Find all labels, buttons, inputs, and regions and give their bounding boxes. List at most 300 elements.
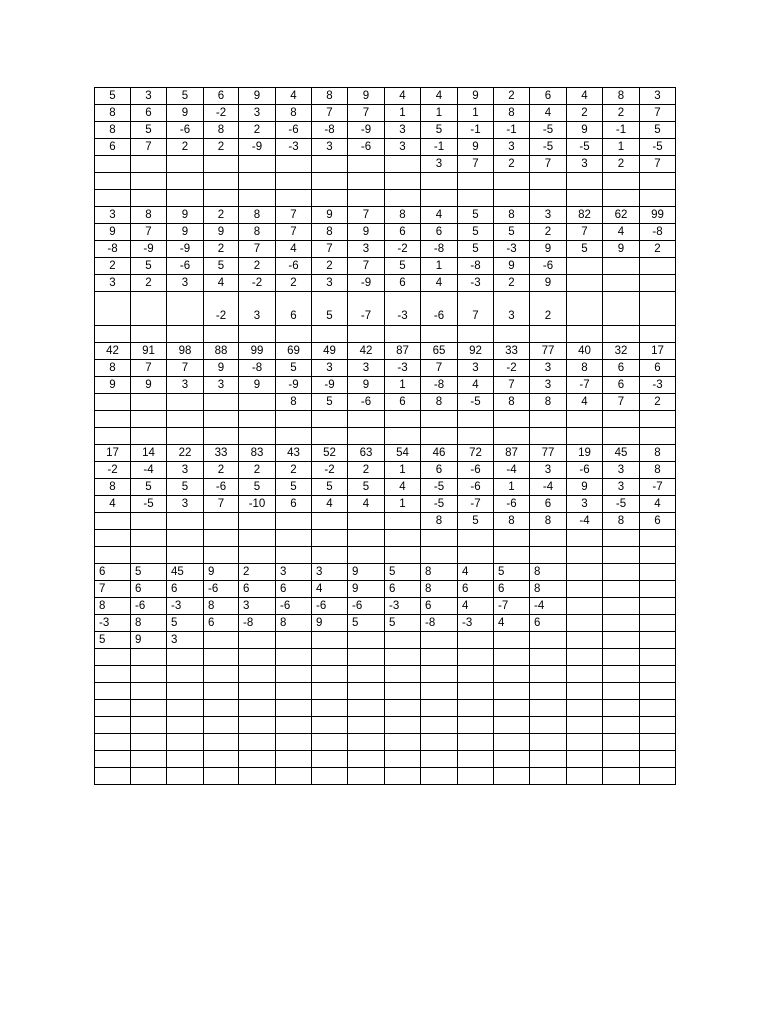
table-cell: 3 [167, 275, 204, 292]
table-cell [385, 734, 421, 751]
table-cell [603, 717, 640, 734]
table-cell [494, 649, 530, 666]
table-cell: -2 [239, 275, 276, 292]
table-cell: 99 [640, 207, 676, 224]
table-cell: 7 [312, 105, 348, 122]
table-cell [95, 156, 131, 173]
table-cell [167, 326, 204, 343]
table-cell: 2 [239, 122, 276, 139]
table-cell: 17 [95, 445, 131, 462]
table-cell [239, 190, 276, 207]
table-row [95, 445, 676, 462]
table-cell [603, 581, 640, 598]
table-cell [276, 411, 312, 428]
table-cell [204, 768, 239, 785]
table-cell: 6 [494, 581, 530, 598]
table-cell: 9 [494, 258, 530, 275]
table-cell: 8 [95, 105, 131, 122]
table-cell [348, 751, 385, 768]
table-cell: -1 [458, 122, 494, 139]
table-cell: 43 [276, 445, 312, 462]
table-cell: -5 [530, 122, 567, 139]
table-cell: 99 [239, 343, 276, 360]
table-row [95, 666, 676, 683]
table-cell: 42 [348, 343, 385, 360]
table-cell: 6 [131, 581, 167, 598]
table-cell [95, 751, 131, 768]
table-cell: 62 [603, 207, 640, 224]
table-cell [603, 751, 640, 768]
table-row [95, 462, 676, 479]
table-cell: 4 [458, 598, 494, 615]
table-row [95, 734, 676, 751]
table-cell: 87 [385, 343, 421, 360]
table-cell: 45 [603, 445, 640, 462]
table-cell: 52 [312, 445, 348, 462]
table-cell: 9 [131, 377, 167, 394]
table-cell: 8 [421, 581, 458, 598]
table-cell: 9 [348, 564, 385, 581]
table-cell: 8 [530, 394, 567, 411]
table-cell: 9 [458, 88, 494, 105]
table-cell [567, 768, 603, 785]
table-cell: -6 [276, 598, 312, 615]
table-cell: 5 [131, 122, 167, 139]
table-cell [131, 683, 167, 700]
table-cell [567, 632, 603, 649]
table-cell [276, 547, 312, 564]
table-cell [167, 156, 204, 173]
table-cell: 6 [640, 513, 676, 530]
table-cell: 22 [167, 445, 204, 462]
table-cell [421, 683, 458, 700]
table-cell [603, 173, 640, 190]
table-cell [131, 530, 167, 547]
table-cell [494, 734, 530, 751]
table-cell: 6 [95, 564, 131, 581]
table-cell [312, 734, 348, 751]
table-cell: -8 [95, 241, 131, 258]
table-cell [95, 649, 131, 666]
table-cell [458, 326, 494, 343]
table-cell: 8 [239, 224, 276, 241]
table-row [95, 547, 676, 564]
table-cell [167, 530, 204, 547]
table-cell: 7 [348, 207, 385, 224]
table-cell [239, 173, 276, 190]
table-cell [167, 768, 204, 785]
table-cell: -2 [385, 241, 421, 258]
table-cell: -6 [458, 479, 494, 496]
table-cell: -7 [567, 377, 603, 394]
table-cell: 8 [239, 207, 276, 224]
table-cell [494, 717, 530, 734]
table-cell: 4 [276, 88, 312, 105]
table-cell [312, 530, 348, 547]
table-cell [640, 700, 676, 717]
table-cell: 5 [385, 615, 421, 632]
table-row [95, 717, 676, 734]
table-cell: 8 [640, 445, 676, 462]
table-cell: 1 [421, 105, 458, 122]
table-cell [312, 411, 348, 428]
table-cell [458, 411, 494, 428]
table-cell [603, 768, 640, 785]
table-row [95, 513, 676, 530]
table-cell: 8 [494, 513, 530, 530]
table-cell [603, 326, 640, 343]
table-cell: 3 [204, 377, 239, 394]
table-cell: -8 [239, 615, 276, 632]
table-cell: 46 [421, 445, 458, 462]
table-cell: -5 [421, 479, 458, 496]
table-cell [348, 683, 385, 700]
table-cell: 2 [276, 275, 312, 292]
table-cell [167, 292, 204, 326]
table-cell: 9 [458, 139, 494, 156]
table-cell: 6 [458, 581, 494, 598]
table-cell [348, 666, 385, 683]
table-cell: 9 [603, 241, 640, 258]
table-cell: -8 [421, 377, 458, 394]
table-cell: 9 [95, 224, 131, 241]
table-cell [458, 190, 494, 207]
table-cell: 8 [95, 479, 131, 496]
table-cell [421, 717, 458, 734]
table-cell [421, 190, 458, 207]
table-cell: 5 [421, 122, 458, 139]
table-cell [204, 190, 239, 207]
table-cell: 4 [421, 88, 458, 105]
table-cell: 5 [458, 513, 494, 530]
table-cell: 9 [567, 479, 603, 496]
table-cell: 40 [567, 343, 603, 360]
table-cell [167, 190, 204, 207]
table-cell [530, 428, 567, 445]
table-cell [567, 666, 603, 683]
table-cell [494, 530, 530, 547]
table-cell [494, 411, 530, 428]
table-cell [95, 717, 131, 734]
table-cell [167, 411, 204, 428]
table-cell: -5 [567, 139, 603, 156]
table-cell [567, 326, 603, 343]
table-cell: 3 [167, 462, 204, 479]
table-cell: -3 [494, 241, 530, 258]
table-cell: 4 [312, 496, 348, 513]
table-cell [348, 173, 385, 190]
table-cell: 82 [567, 207, 603, 224]
table-row [95, 394, 676, 411]
table-cell: 6 [385, 224, 421, 241]
table-cell [276, 751, 312, 768]
table-cell [239, 666, 276, 683]
table-cell: 3 [239, 105, 276, 122]
table-cell: -7 [458, 496, 494, 513]
table-cell: 2 [204, 139, 239, 156]
table-cell: 7 [276, 224, 312, 241]
table-cell: 4 [567, 88, 603, 105]
table-cell: 2 [494, 88, 530, 105]
table-cell [131, 428, 167, 445]
table-cell: 8 [312, 224, 348, 241]
table-cell: -8 [312, 122, 348, 139]
table-cell: 2 [640, 394, 676, 411]
table-cell: -6 [312, 598, 348, 615]
table-cell [530, 717, 567, 734]
table-cell: 65 [421, 343, 458, 360]
table-cell [421, 751, 458, 768]
table-cell: 5 [312, 479, 348, 496]
table-cell: -3 [458, 615, 494, 632]
table-cell [131, 547, 167, 564]
table-cell: 3 [95, 207, 131, 224]
table-cell: 6 [239, 581, 276, 598]
table-cell [530, 683, 567, 700]
table-cell: 6 [276, 581, 312, 598]
table-cell [204, 530, 239, 547]
table-cell [603, 700, 640, 717]
table-row [95, 683, 676, 700]
table-cell: 3 [530, 377, 567, 394]
table-cell [385, 700, 421, 717]
table-cell [239, 751, 276, 768]
table-cell: 9 [530, 275, 567, 292]
table-cell [640, 734, 676, 751]
table-cell [494, 547, 530, 564]
table-cell [239, 734, 276, 751]
table-cell: 8 [95, 598, 131, 615]
table-cell: 5 [458, 207, 494, 224]
table-cell: -3 [95, 615, 131, 632]
table-cell: -6 [167, 122, 204, 139]
table-cell: 8 [567, 360, 603, 377]
table-cell: 3 [167, 632, 204, 649]
table-cell [131, 513, 167, 530]
table-row [95, 190, 676, 207]
table-cell: 2 [312, 258, 348, 275]
table-cell [95, 530, 131, 547]
table-cell [494, 326, 530, 343]
table-cell [530, 530, 567, 547]
table-cell: 1 [385, 105, 421, 122]
table-cell: -2 [494, 360, 530, 377]
worksheet-body [95, 88, 676, 785]
table-cell: 2 [603, 105, 640, 122]
table-cell [204, 394, 239, 411]
table-cell: 4 [494, 615, 530, 632]
table-cell: -1 [421, 139, 458, 156]
table-row [95, 632, 676, 649]
table-cell: 8 [603, 88, 640, 105]
table-cell [567, 547, 603, 564]
table-cell [348, 513, 385, 530]
table-cell [640, 768, 676, 785]
table-cell: -4 [530, 598, 567, 615]
table-cell [603, 683, 640, 700]
table-cell: 77 [530, 343, 567, 360]
table-cell [312, 683, 348, 700]
table-cell: -7 [348, 292, 385, 326]
table-row [95, 156, 676, 173]
table-cell [95, 292, 131, 326]
table-cell [348, 700, 385, 717]
table-cell: 4 [385, 479, 421, 496]
table-cell [640, 564, 676, 581]
table-cell [204, 683, 239, 700]
table-cell [276, 530, 312, 547]
table-cell: 5 [276, 360, 312, 377]
table-cell: 8 [421, 513, 458, 530]
table-cell [204, 428, 239, 445]
table-cell [567, 700, 603, 717]
table-cell: 3 [276, 564, 312, 581]
table-cell [567, 734, 603, 751]
table-cell [276, 700, 312, 717]
table-cell [276, 156, 312, 173]
table-cell [348, 547, 385, 564]
table-cell [204, 649, 239, 666]
table-cell: 9 [312, 615, 348, 632]
table-cell [348, 156, 385, 173]
table-cell [603, 411, 640, 428]
table-cell [530, 411, 567, 428]
table-cell: 5 [167, 615, 204, 632]
table-cell [167, 173, 204, 190]
table-cell: -5 [640, 139, 676, 156]
table-cell: 9 [95, 377, 131, 394]
table-cell [276, 173, 312, 190]
table-cell [131, 156, 167, 173]
table-cell [458, 666, 494, 683]
table-cell: 4 [530, 105, 567, 122]
table-cell: -6 [567, 462, 603, 479]
table-cell [204, 326, 239, 343]
table-cell [312, 326, 348, 343]
table-cell: 2 [603, 156, 640, 173]
table-cell: 3 [640, 88, 676, 105]
table-cell [603, 547, 640, 564]
table-cell [95, 666, 131, 683]
table-cell [494, 751, 530, 768]
table-cell [640, 666, 676, 683]
table-cell [567, 717, 603, 734]
table-cell: 3 [385, 139, 421, 156]
table-cell: 6 [421, 462, 458, 479]
table-cell: 5 [131, 564, 167, 581]
table-cell: -3 [276, 139, 312, 156]
table-cell: 6 [603, 377, 640, 394]
table-cell: 3 [567, 496, 603, 513]
table-cell [239, 717, 276, 734]
table-cell: 3 [494, 292, 530, 326]
table-cell: 2 [131, 275, 167, 292]
table-cell: 2 [239, 258, 276, 275]
table-cell: 1 [458, 105, 494, 122]
table-cell: 69 [276, 343, 312, 360]
table-cell: -2 [312, 462, 348, 479]
table-cell: 6 [276, 496, 312, 513]
table-cell [276, 666, 312, 683]
table-cell: -5 [131, 496, 167, 513]
table-cell: -4 [494, 462, 530, 479]
table-cell: 2 [204, 241, 239, 258]
table-cell: -3 [640, 377, 676, 394]
table-cell: 7 [640, 156, 676, 173]
table-cell: 3 [530, 207, 567, 224]
table-cell: -5 [421, 496, 458, 513]
table-cell [239, 768, 276, 785]
table-cell: 3 [530, 462, 567, 479]
table-cell [131, 768, 167, 785]
table-cell [494, 768, 530, 785]
table-cell [348, 326, 385, 343]
table-cell: 6 [204, 615, 239, 632]
table-cell [494, 700, 530, 717]
table-cell: 63 [348, 445, 385, 462]
table-cell: -7 [494, 598, 530, 615]
table-cell [204, 513, 239, 530]
table-row [95, 598, 676, 615]
table-cell: 5 [95, 632, 131, 649]
table-cell [239, 547, 276, 564]
table-row [95, 768, 676, 785]
table-cell: 8 [421, 564, 458, 581]
table-row [95, 581, 676, 598]
table-cell [131, 394, 167, 411]
table-cell [458, 751, 494, 768]
table-row [95, 564, 676, 581]
table-cell: -9 [312, 377, 348, 394]
table-cell [530, 649, 567, 666]
table-cell: -1 [603, 122, 640, 139]
table-cell [239, 156, 276, 173]
table-cell [421, 768, 458, 785]
table-cell [204, 734, 239, 751]
table-cell: 6 [421, 598, 458, 615]
table-cell: 8 [640, 462, 676, 479]
table-cell [385, 513, 421, 530]
table-cell [640, 530, 676, 547]
table-cell: 8 [131, 615, 167, 632]
table-cell: -4 [131, 462, 167, 479]
table-cell [312, 513, 348, 530]
table-cell: 2 [567, 105, 603, 122]
worksheet-table [94, 87, 676, 785]
table-cell [458, 649, 494, 666]
table-cell: -9 [348, 275, 385, 292]
table-cell [276, 717, 312, 734]
table-cell [421, 411, 458, 428]
table-cell: 5 [312, 394, 348, 411]
table-cell: 77 [530, 445, 567, 462]
table-cell [95, 683, 131, 700]
table-cell [421, 530, 458, 547]
table-cell [567, 411, 603, 428]
table-cell: 6 [530, 496, 567, 513]
table-cell [312, 768, 348, 785]
table-cell [640, 683, 676, 700]
table-cell: -4 [530, 479, 567, 496]
table-cell [494, 428, 530, 445]
table-cell: -7 [640, 479, 676, 496]
table-cell: 8 [530, 581, 567, 598]
table-cell: 6 [204, 88, 239, 105]
table-row [95, 428, 676, 445]
table-cell [421, 547, 458, 564]
table-cell: 4 [603, 224, 640, 241]
table-cell: -2 [204, 105, 239, 122]
